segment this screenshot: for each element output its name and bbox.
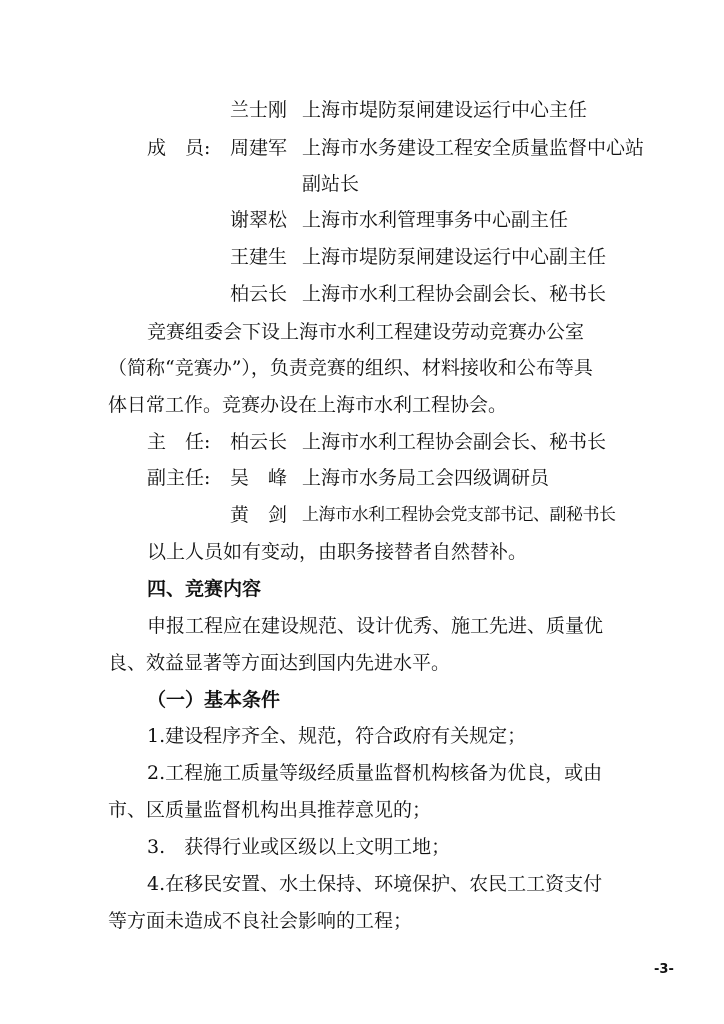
member-name: 周建军 bbox=[230, 137, 288, 159]
member-name: 吴 峰 bbox=[230, 467, 288, 489]
member-name: 兰士刚 bbox=[230, 99, 288, 121]
member-title: 上海市水务建设工程安全质量监督中心站 bbox=[302, 137, 645, 159]
condition-item: 1.建设程序齐全、规范，符合政府有关规定； bbox=[147, 725, 527, 747]
office-paragraph-line: 竞赛组委会下设上海市水利工程建设劳动竞赛办公室 bbox=[147, 321, 585, 343]
member-title: 上海市水利工程协会党支部书记、副秘书长 bbox=[302, 505, 616, 525]
role-label-members: 成 员: bbox=[147, 137, 211, 159]
member-name: 王建生 bbox=[230, 246, 288, 268]
role-label-deputy: 副主任: bbox=[147, 467, 211, 489]
member-title: 上海市水利工程协会副会长、秘书长 bbox=[302, 283, 607, 305]
subsection-heading: （一）基本条件 bbox=[147, 689, 281, 711]
member-title: 上海市堤防泵闸建设运行中心副主任 bbox=[302, 246, 607, 268]
role-label-director: 主 任: bbox=[147, 431, 211, 453]
member-name: 黄 剑 bbox=[230, 504, 288, 526]
content-paragraph-line: 申报工程应在建设规范、设计优秀、施工先进、质量优 bbox=[147, 615, 604, 637]
member-title: 上海市水务局工会四级调研员 bbox=[302, 467, 550, 489]
member-title: 上海市堤防泵闸建设运行中心主任 bbox=[302, 99, 588, 121]
member-name: 谢翠松 bbox=[230, 209, 288, 231]
member-title-continued: 副站长 bbox=[302, 173, 360, 195]
page-number: -3- bbox=[654, 962, 674, 977]
content-paragraph-line: 良、效益显著等方面达到国内先进水平。 bbox=[108, 652, 451, 674]
substitution-note: 以上人员如有变动，由职务接替者自然替补。 bbox=[147, 541, 528, 563]
office-paragraph-line: （简称“竞赛办”），负责竞赛的组织、材料接收和公布等具 bbox=[108, 357, 593, 379]
condition-item-continued: 市、区质量监督机构出具推荐意见的； bbox=[108, 799, 432, 821]
member-title: 上海市水利管理事务中心副主任 bbox=[302, 209, 569, 231]
member-name: 柏云长 bbox=[230, 431, 288, 453]
condition-item: 2.工程施工质量等级经质量监督机构核备为优良，或由 bbox=[147, 762, 603, 784]
condition-item: 3. 获得行业或区级以上文明工地； bbox=[147, 836, 451, 858]
member-title: 上海市水利工程协会副会长、秘书长 bbox=[302, 431, 607, 453]
condition-item-continued: 等方面未造成不良社会影响的工程； bbox=[108, 910, 413, 932]
section-heading: 四、竞赛内容 bbox=[147, 578, 262, 600]
condition-item: 4.在移民安置、水土保持、环境保护、农民工工资支付 bbox=[147, 873, 603, 895]
member-name: 柏云长 bbox=[230, 283, 288, 305]
office-paragraph-line: 体日常工作。竞赛办设在上海市水利工程协会。 bbox=[108, 394, 508, 416]
